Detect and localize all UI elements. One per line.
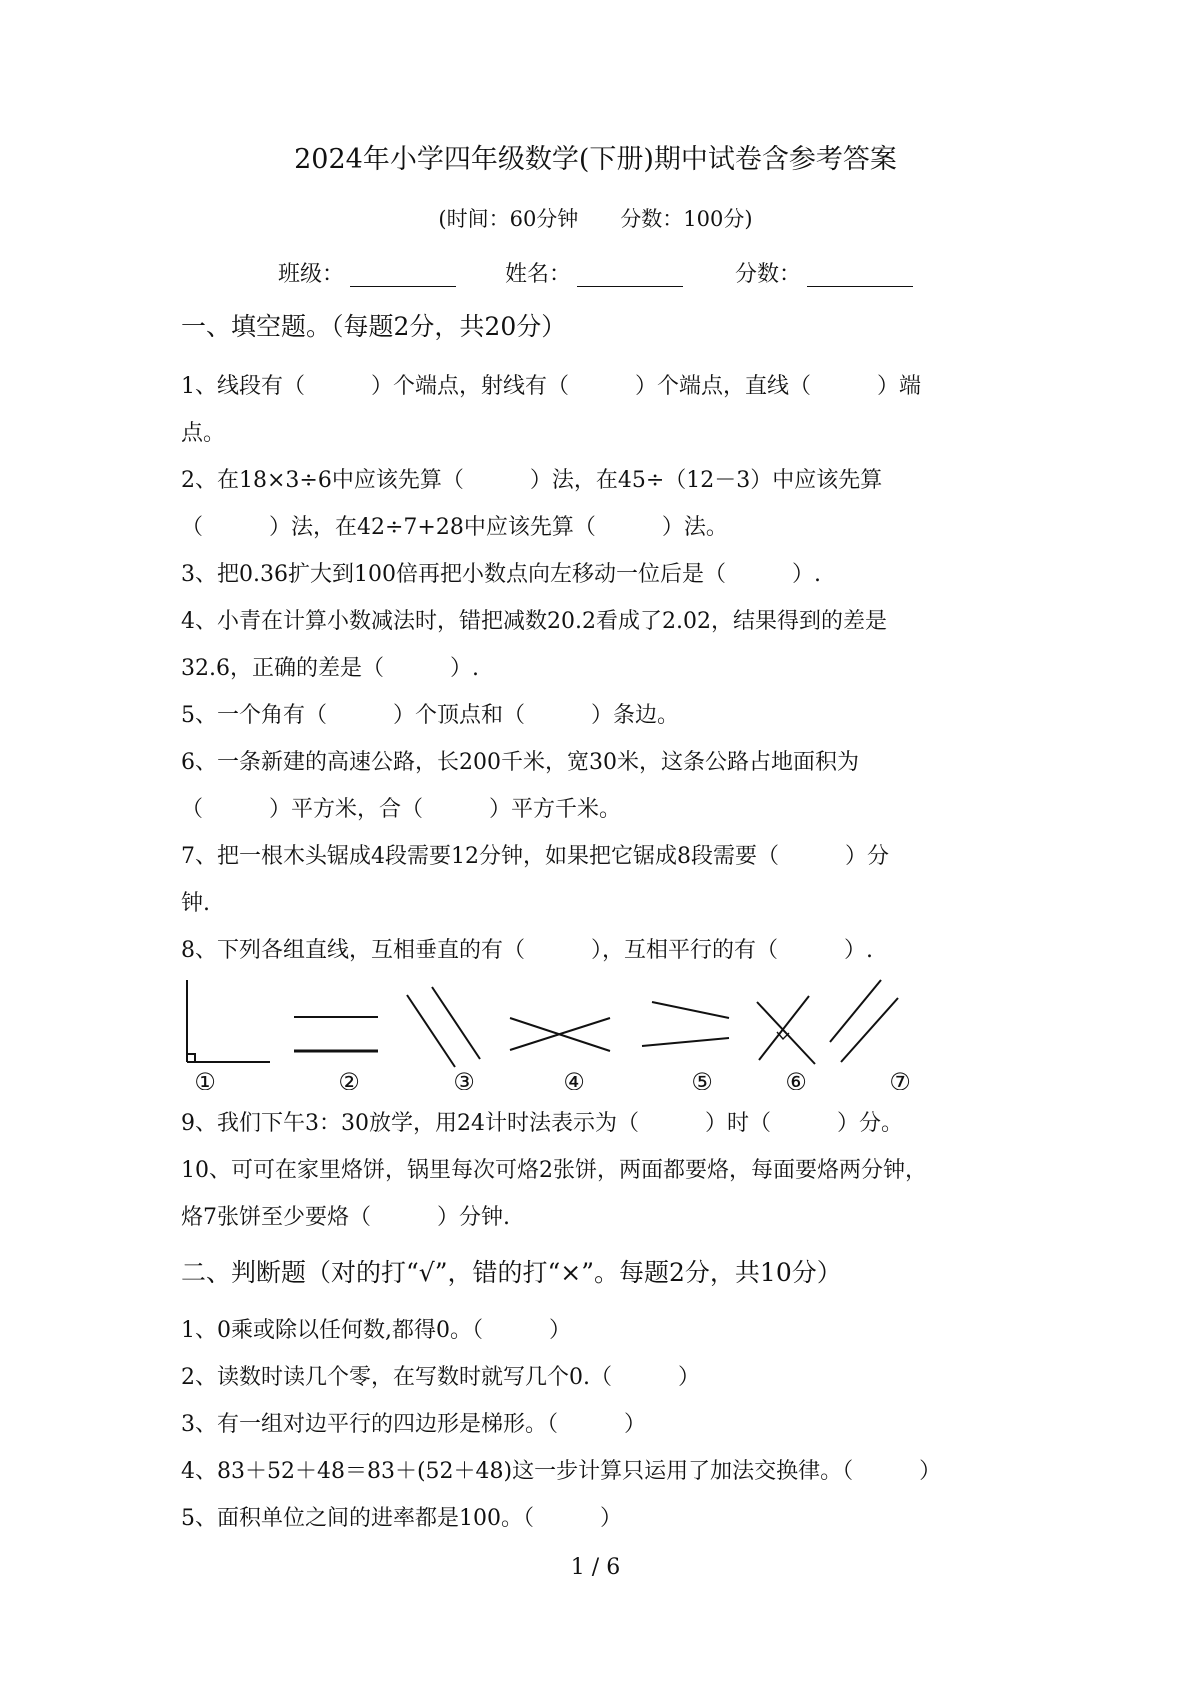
page-title: 2024年小学四年级数学(下册)期中试卷含参考答案 [294,144,897,175]
figure-5-bottom-line [642,1038,729,1046]
line-pairs-figure [176,970,936,1090]
question-line: 2、读数时读几个零，在写数时就写几个0.（ ） [181,1365,700,1390]
score-label: 分数： [735,262,802,287]
question-line: 5、面积单位之间的进率都是100。（ ） [181,1506,622,1531]
figure-label: ⑥ [785,1068,807,1090]
class-label: 班级： [278,262,345,287]
figure-5-top-line [652,1002,729,1018]
figure-label: ① [194,1068,216,1090]
figure-label: ⑤ [691,1068,713,1090]
score-field [735,260,913,290]
score-blank [807,262,913,287]
question-line: （ ）平方米，合（ ）平方千米。 [181,797,622,822]
figure-label: ② [338,1068,360,1090]
figure-label: ③ [453,1068,475,1090]
class-blank [350,262,456,287]
question-line: 点。 [181,421,226,446]
name-blank [577,262,683,287]
figure-label: ④ [563,1068,585,1090]
question-line: 4、小青在计算小数减法时，错把减数20.2看成了2.02，结果得到的差是 [181,609,887,634]
question-line: 3、有一组对边平行的四边形是梯形。（ ） [181,1412,646,1437]
figure-7-right-line [841,998,898,1062]
class-field [278,260,456,290]
figure-1-right-angle-mark [187,1054,195,1062]
question-line: 5、一个角有（ ）个顶点和（ ）条边。 [181,703,679,728]
figure-7-left-line [830,980,881,1042]
question-line: 9、我们下午3：30放学，用24计时法表示为（ ）时（ ）分。 [181,1111,903,1136]
question-line: （ ）法，在42÷7+28中应该先算（ ）法。 [181,515,728,540]
figure-label: ⑦ [889,1068,911,1090]
name-label: 姓名： [505,262,572,287]
question-line: 8、下列各组直线，互相垂直的有（ ），互相平行的有（ ）. [181,938,873,963]
exam-subtitle: (时间：60分钟 分数：100分) [438,207,753,231]
section2-heading: 二、判断题（对的打“√”，错的打“×”。每题2分，共10分） [181,1258,842,1287]
page-number: 1 / 6 [570,1555,621,1580]
section1-heading: 一、填空题。（每题2分，共20分） [181,312,567,341]
question-line: 钟. [181,891,210,916]
question-line: 7、把一根木头锯成4段需要12分钟，如果把它锯成8段需要（ ）分 [181,844,889,869]
question-line: 1、0乘或除以任何数,都得0。（ ） [181,1318,571,1343]
name-field [505,260,683,290]
figure-3-right-line [432,987,480,1059]
figure-6-line-a [757,1002,815,1064]
question-line: 32.6，正确的差是（ ）. [181,656,479,681]
question-line: 烙7张饼至少要烙（ ）分钟. [181,1205,510,1230]
question-line: 10、可可在家里烙饼，锅里每次可烙2张饼，两面都要烙，每面要烙两分钟， [181,1158,927,1183]
question-line: 2、在18×3÷6中应该先算（ ）法，在45÷（12－3）中应该先算 [181,468,883,493]
question-line: 6、一条新建的高速公路，长200千米，宽30米，这条公路占地面积为 [181,750,859,775]
question-line: 1、线段有（ ）个端点，射线有（ ）个端点，直线（ ）端 [181,374,921,399]
question-line: 4、83＋52＋48＝83＋(52＋48)这一步计算只运用了加法交换律。（ ） [181,1459,942,1484]
question-line: 3、把0.36扩大到100倍再把小数点向左移动一位后是（ ）. [181,562,821,587]
figure-3-left-line [407,995,455,1067]
